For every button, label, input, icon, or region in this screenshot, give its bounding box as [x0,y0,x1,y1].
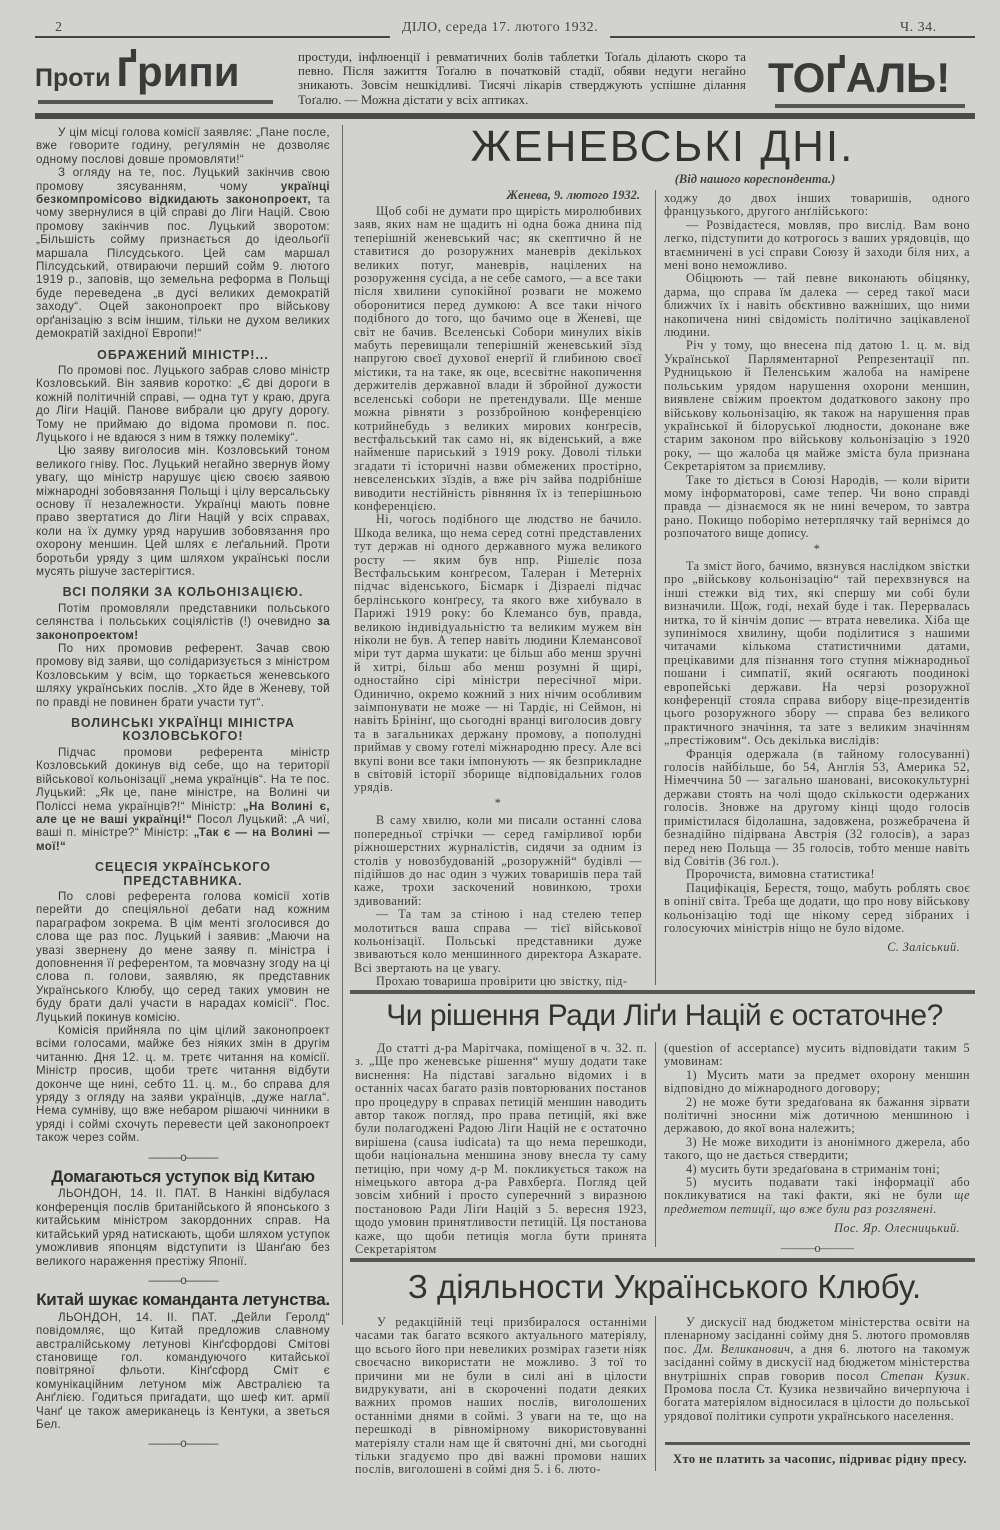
ornament-divider-icon: ———o——— [148,1437,218,1451]
league-right-column [664,1042,970,1257]
asterisk-separator-icon: * [494,795,502,810]
paragraph [354,908,642,975]
paragraph [355,1042,647,1257]
text-run: Річ у тому, що внесена під датою 1. ц. м. від Української Парляментарної Репрезентації пп. Рудницькою й Пеленським жалоба на намірене польським урядом нарушення охорони меншин, виявлене свіжим проектом додаткового закону про військову кольонізацію, як також на нарушення прав української й білоруської людности, доконане вже старим законом про військову кольонізацію з 1920 року, — що жалоба ця майже зміста була признана Секретаріятом за приємливу. [664,338,970,474]
league-title: Чи рішення Ради Ліґи Націй є остаточне? [386,999,943,1032]
paragraph [36,364,330,444]
geneva-middle-column [354,204,642,989]
text-run: По них промовив референт. Зачав свою промову від заяви, що солідаризується з міністром Козловським у всім, що торкається женевського шляху українських послів. „Хто йде в Женеву, той по правді не повинен брати участи тут“. [36,642,330,709]
paragraph [664,1096,970,1136]
bold-text: українці безкомпромісово відкидають законопроект, [36,179,330,207]
column-divider [655,1316,656,1471]
paragraph [354,513,642,795]
ad-text: простуди, інфлюенції і ревматичних болів таблетки Тоґаль ділають скоро та певно. Після зажиття Тоґалю в початковій стадії, обяви недуги негайно зникають. Зовсім нешкідливі. Тисячі лікарів стверджують успішне ділання Тоґалю. — Можна дістати у всіх аптиках. [298,50,746,107]
bold-text: „Так є — на Волині — мої!“ [36,826,330,853]
text-run: До статті д-ра Марітчака, поміщеної в ч. 32. п. з. „Ще про женевське рішення“ мушу додати таке виснення: На підставі загально відомих і в останніх часах багато разів повторюваних постанов про процедуру в справах петицій меншин наводить автор також погляд, про права петицій, які вже були полагоджені Радою Ліґи Націй не є остаточно вирішена (causa iudicata) та що нема перешкоди, щоби національна меншина знову внесла ту саму петицію, при чому д-р М. покликується також на німецького автора д-ра Равхберґа. Погляд цей зовсім хибний і просто суперечний з виразною постановою Ради Ліґи Націй з 5. вересня 1923, щодо умовин принятливости петицій. Ця постанова каже, що щоби петиція могла бути принята Секретаріятом [355,1041,647,1257]
paragraph [664,1163,970,1176]
text-run: Посол Луцький: „А чиї, ваші п. міністре?“ Міністр: [36,812,330,840]
paragraph [664,1176,970,1216]
masthead-date: ДІЛО, середа 17. лютого 1932. [401,20,599,35]
club-title: З діяльности Українського Клюбу. [407,1268,922,1305]
text-run: Обіцюють — тай певне виконають обіцянку, дарма, що справа їм далека — серед такої маси ближчих їх і навіть обєктивно важніших, що ними накопичена нині свідомість політично зацікавленої людини. [664,271,970,340]
paragraph [355,1316,647,1477]
geneva-right-column [664,192,970,987]
text-run: 1) Мусить мати за предмет охорону меншин відповідно до міжнародного договору; [664,1067,970,1096]
league-left-column [355,1041,647,1257]
text-run: З огляду на те, пос. Луцький закінчив свою промову зясуванням, чому [36,166,330,193]
paragraph [36,1311,330,1432]
text-run: Прохаю товариша провірити цю звістку, під- [376,974,628,989]
paragraph [664,339,970,473]
header-rule-right [610,36,975,38]
text-run: 2) не може бути зредаґована як бажання зірвати політичні зносини між дотичною меншиною і державою, до якої вона належить; [664,1094,970,1136]
text-run: — Та там за стіною і над стелею тепер молотиться ваша справа — тієї військової кольонізації. Польські представники дуже звиваються коло меншинного директора Азкарате. Всі звертають на це увагу. [354,907,642,975]
text-run: 3) Не може виходити із анонімного джерела, або такого, що не дається ствердити; [664,1134,970,1163]
asterisk-separator-icon: * [813,541,821,556]
italic-text: Степан Кузик [880,1368,967,1383]
paragraph [36,1187,330,1267]
text-run: та чому звернулися в цій справі до Ліги Націй. Свою промову закінчив пос. Луцький зворотом: „Більшість сойму признається до ідеольоґії маршала Пілсудського. Цей сам маршал Пілсудський, отвираючи перший сойм 9. лютого 1919 р., заповів, що земельна реформа в Польщі буде переведена „в дусі великих демократій заходу“. Оцей законопроект про військову орґанізацію з всім іншим, тільки не духом великих демократій західної Европи!“ [36,193,331,341]
paragraph [664,868,970,881]
ornament-divider-icon: ———o——— [148,1273,218,1287]
section-heading: ВСІ ПОЛЯКИ ЗА КОЛЬОНІЗАЦІЄЮ. [62,585,304,600]
section-rule [350,990,975,994]
text-run: ЛЬОНДОН, 14. II. ПАТ. „Дейли Геролд“ повідомляє, що Китай предложив славному австралійському летунові Кінґсфордові Смітові становище гол. командуючого китайської повітряної фльоти. Кінґсфорд Сміт є комунікаційним летуном між Австралією та Анґлією. Годиться пригадати, що шеф кит. армії Чанґ це також американець із Кентуки, а зветься Бел. [36,1310,330,1431]
text-run: 4) мусить бути зредаґована в стриманім тоні; [686,1161,941,1176]
text-run: У дискусії над бюджетом міністерства освіти на пленарному засіданні сойму дня 5. лютого промовляв пос. [664,1315,970,1356]
text-run: — Розвідаєтеся, мовляв, про вислід. Вам воно легко, підступити до котрогось з ваших урядовців, що втаємничені в усі справи Союзу й заходи біля них, а мені воно неможливо. [664,217,970,273]
ad-headline-big: Ґрипи [116,48,240,95]
paragraph [36,746,330,853]
text-run: Потім промовляли представники польського селянства і польських соціялістів (!) очевидно [36,601,330,629]
ad-headline-small: Проти [35,64,111,92]
subscription-notice: Хто не платить за часопис, підриває рідну пресу. [673,1452,967,1466]
club-right-column [664,1316,970,1436]
italic-text: ще предметом петиції, що вже були раз розглянені. [664,1188,970,1216]
page-number: 2 [55,20,63,35]
paragraph [664,560,970,748]
author-signature: С. Заліський. [887,940,960,955]
paragraph [664,1069,970,1096]
paragraph [664,474,970,541]
paragraph [664,1136,970,1163]
text-run: Та зміст його, бачимо, вязнувся наслідком звістки про „військову кольонізацію“ тай перехвзнувся на інші стежки від тих, які спершу ми собі були визначили. Щож, годі, нехай буде і так. Перервалась нитка, то й кінчім допис — втрата невелика. Хіба ще зупинімося хвилину, щоби поділитися з нашими читачами кількома статистичними датами, прецікавими для пізнання того ступня міжнародньої пошани і симпатії, який осягають поодинокі европейські держави. На черзі розоружної конференції стояла справа вибору віце-президентів цього розоружного збору — справа без великого практичного значіння, та зате з великим значінням „престіжовим“. Ось декілька вислідів: [664,558,970,748]
geneva-dateline: Женева, 9. лютого 1932. [506,188,640,202]
ad-brand-bar [775,104,965,108]
bold-text: „На Волині є, але це не ваші українці!“ [36,799,330,826]
section-heading: СЕЦЕСІЯ УКРАЇНСЬКОГО ПРЕДСТАВНИКА. [95,860,271,888]
paragraph [36,602,330,642]
column-divider [342,125,343,1325]
text-run: У редакційній теці призбиралося останніми часами так багато всякого актуального матеріялу, що всього його при невеликих розмірах газети ніяк своєчасно використати не можливо. З тої то причини ми не були в силі ані в цілости видрукувати, ані в скороченні подати деяких важних промов наших послів, виголошених останніми днями в соймі. З уваги на те, що на перешкоді в рівномірному використовуванні матеріялу стали нам ще й святочні дні, ми сьогодні тільки згадуємо про дві важні промови наших послів, виголошені в соймі дня 5. і 6. люто- [355,1315,647,1477]
paragraph [664,748,970,869]
text-run: Підчас промови референта міністр Козловський докинув від себе, що на території військової кольонізації „нема українців“. На те пос. Луцький: „Як це, пане міністре, на Волині чи Поліссі нема українців?!“ Міністр: [36,745,330,813]
text-run: По промові пос. Луцького забрав слово міністр Козловський. Він заявив коротко: „Є дві дороги в кожній політичній справі, — одна тут у краю, друга до Ліги Націй. Панове вибрали цю другу дорогу. Тому не приймаю до відома промови п. пос. Луцького і не вдаюся з ним в тяжку полеміку“. [36,363,330,444]
text-run: 5) мусить подавати такі інформації або покликуватися на такі факти, які не були [664,1175,970,1203]
text-run: Пацифікація, Берестя, тощо, мабуть роблять своє в опінії світа. Треба ще додати, що про нову військову кольонізацію тоді ще нікому серед зібраних і голосуючих міністрів ніщо не було відоме. [664,880,970,935]
paragraph [36,166,330,340]
text-run: (question of acceptance) мусить відповідати таким 5 умовинам: [664,1041,970,1069]
paragraph [354,205,642,513]
paragraph [664,219,970,273]
left-column [36,126,331,1451]
text-run: Франція одержала (в тайному голосуванні) голосів найбільше, бо 54, Англія 53, Америка 52, Німеччина 50 — загально шановані, висококультурні держави стоять на чолі щодо скількости одержаних голосів. Зновже на другому кінці щодо голосів примістилася бідолашна, задовжена, розжебрачена й безнадійно підірвана Австрія (32 голосів), а зараз перед нею Польща — 35 голосів, тобто менше навіть від Совітів (36 гол.). [664,746,970,868]
paragraph [664,1042,970,1069]
news-headline: Домагаються уступок від Китаю [51,1167,315,1187]
italic-text: Дм. Великанович [693,1341,791,1356]
text-run: Ні, чогось подібного ще людство не бачило. Шкода велика, що нема серед сотні представлених тут держав ні одного державного мужа великого росту — яким був нпр. Рішеліє поза Вестфальським конґресом, Талеран і Метерніх підчас віденського, Бісмарк і Дізраелі підчас берлінського конґресу, та якого вже хибувало в Парижі 1919 року: бо Клемансо був, правда, великою індивідуальністю та великим мужем він ніколи не був. А тепер навіть людини Клемансової міри тут дарма шукати: це більш або менш зручні й хитрі, більш або менш розумні й щирі, одностайно сірі міністри пересічної міри. Одинично, окремо кожний з них нічим особливим заімпонувати не може — ні Тардіє, ні Сеймон, ні навіть Брінінґ, що сьогодні вранці виголосив довгу та в загальниках держану промову, а пополудні приймав у свому готелі міжнародню пресу. Але всі вкупі вони все таки імпонують — як безприкладне в світовій історії зборище відповідальних голов урядів. [354,512,642,795]
text-run: Щоб собі не думати про щирість миролюбивих заяв, яких нам не щадить ні одна божа днина під теперішній женевський час; як скептично й не ставитися до розоружних маневрів декількох великих потуг, маневрів, націлених на розоруження сусіда, а не себе самого, — а все таки після хвилини супокійної розваги не можемо оборонитися перед думкою: А все таки нічого подібного до того, що бачимо оце в Женеві, ще світ не бачив. Вселенські Собори минулих віків мабуть перевищали теперішній женевський зїзд напругою своєї духової енерґії й глибиною своєї містики, та на таке, як оце, всесвітнє накопичення держителів державної влади й збройної дужости вселенські собори не претендували. Ще менше можна рівняти з роззбройною конференцією котрийнебудь з великих мирових конґресів, вестфальський так само ні, як віденський, а вже найменше париський з 1919 року. Доволі тільки згадати ті історичні назви обмежених простірно, невселенських зїздів, а вже річ зайва подрібніше виводити нестійність рівняння їх із теперішньою конференцією. [354,204,642,513]
text-run: . Промова посла Ст. Кузика незвичайно вичерпуюча і богата матеріялом відносилася в цілости до польської урядової політики супроти українського населення. [664,1368,971,1423]
text-run: Таке то діється в Союзі Народів, — коли вірити мому інформаторові, саме тепер. Чи воно справді правда — дізнаємося як не нині вечером, то завтра рано. Покищо поборімо нетерплячку тай вернімся до розпочатого вище допису. [664,472,970,541]
paragraph [354,814,642,908]
column-divider [655,1042,656,1247]
section-heading: ОБРАЖЕНИЙ МІНІСТР!... [97,347,269,362]
paragraph [664,272,970,339]
paragraph [36,642,330,709]
ornament-divider-icon: ———o——— [148,1150,218,1164]
paragraph [36,890,330,1024]
paragraph [36,1024,330,1145]
text-run: Цю заяву виголосив мін. Козловський тоном великого гніву. Пос. Луцький негайно звернув йому увагу, що міністр нарушує цією своєю заявою міжнародні зобовязання Польщі і цілу версальську основу її незалежности. Українці мають повне право звертатися до Ліги Націй у всіх справах, коли на їх думку уряд нарушив зобовязання про охорону меншин. Цей шлях є леґальний. Проти боротьби уряду з цим шляхом українські посли мусять рішуче застерігтися. [36,444,330,578]
geneva-title: ЖЕНЕВСЬКІ ДНІ. [470,122,855,171]
paragraph [664,192,970,219]
text-run: ходжу до двох інших товаришів, одного французького, другого анґлійського: [664,191,970,219]
ornament-divider-icon: ———o——— [780,1240,854,1255]
text-run: Комісія прийняла по цім цілий законопроект всіми голосами, майже без ніяких змін в другім читанню. Дня 12. ц. м. третє читання на комісії. Міністр просив, щоби третє читання відбути доконче ще нині, себто 11. ц. м., бо справа для уряду з огляду на заяви українців, „дуже нагла“. Нема сумніву, що вже небаром рішаючі чинники в уряді і соймі схочуть перевести цей законопроект також через сойм. [36,1024,330,1145]
ad-headline [35,48,285,96]
text-run: У цім місці голова комісії заявляє: „Пане после, вже говорите годину, регулямін не дозволяє одному послові довше промовляти!“ [36,126,330,166]
paragraph [664,882,970,936]
text-run: Пророчиста, вимовна статистика! [686,867,875,882]
section-heading: ВОЛИНСЬКІ УКРАЇНЦІ МІНІСТРА КОЗЛОВСЬКОГО! [71,716,295,744]
ad-headline-bar [38,100,273,104]
news-headline: Китай шукає команданта летунства. [36,1290,330,1310]
paragraph [664,1316,970,1423]
column-divider [655,190,656,985]
text-run: , а дня 6. лютого на такомуж засіданні сойму в дискусії над бюджетом міністерства внутрішніх справ говорив посол [664,1341,970,1383]
text-run: В саму хвилю, коли ми писали останні слова попередньої стрічки — серед гамірливої юрби ріжношерстних журналістів, сидячи за одним із столів у новозбудованій „розоружній“ будівлі — підійшов до нас один з чужих товаришів пера тай каже, трохи заскочений новинкою, трохи здивований: [354,813,642,908]
club-left-column [355,1316,647,1476]
bold-text: за законопроектом! [36,615,330,642]
section-rule [350,1258,975,1262]
ad-bottom-rule [35,113,975,119]
geneva-subtitle: (Від нашого кореспондента.) [674,172,836,186]
paragraph [354,975,642,988]
text-run: ЛЬОНДОН, 14. II. ПАТ. В Нанкіні відбулася конференція послів британійського й японського з китайським міністром закордонних справ. На китайський уряд натискають, щоби шляхом уступок уможливив японцям відступити із Шанґаю без великого нараження престіжу Японії. [36,1187,330,1268]
paragraph [36,444,330,578]
text-run: По слові референта голова комісії хотів перейти до спеціяльної дебати над кожним параграфом зокрема. В цім менті зголосився до слова ще раз пос. Луцький і заявив: „Маючи на увазі звернену до мене заяву п. міністра і доповнення її референтом, та мовчазну згоду на ці слова п. голови, заявляю, як представник Українського Клюбу, що серед таких умовин не буду брати далі участи в нарадах комісії“. Пос. Луцький покинув комісію. [36,889,330,1024]
issue-number: Ч. 34. [900,20,937,35]
header-rule-left [35,36,390,38]
notice-rule [665,1442,970,1445]
ad-brand-logo: ТОҐАЛЬ! [768,54,951,101]
author-signature: Пос. Яр. Олесницький. [834,1221,960,1236]
paragraph [36,126,330,166]
